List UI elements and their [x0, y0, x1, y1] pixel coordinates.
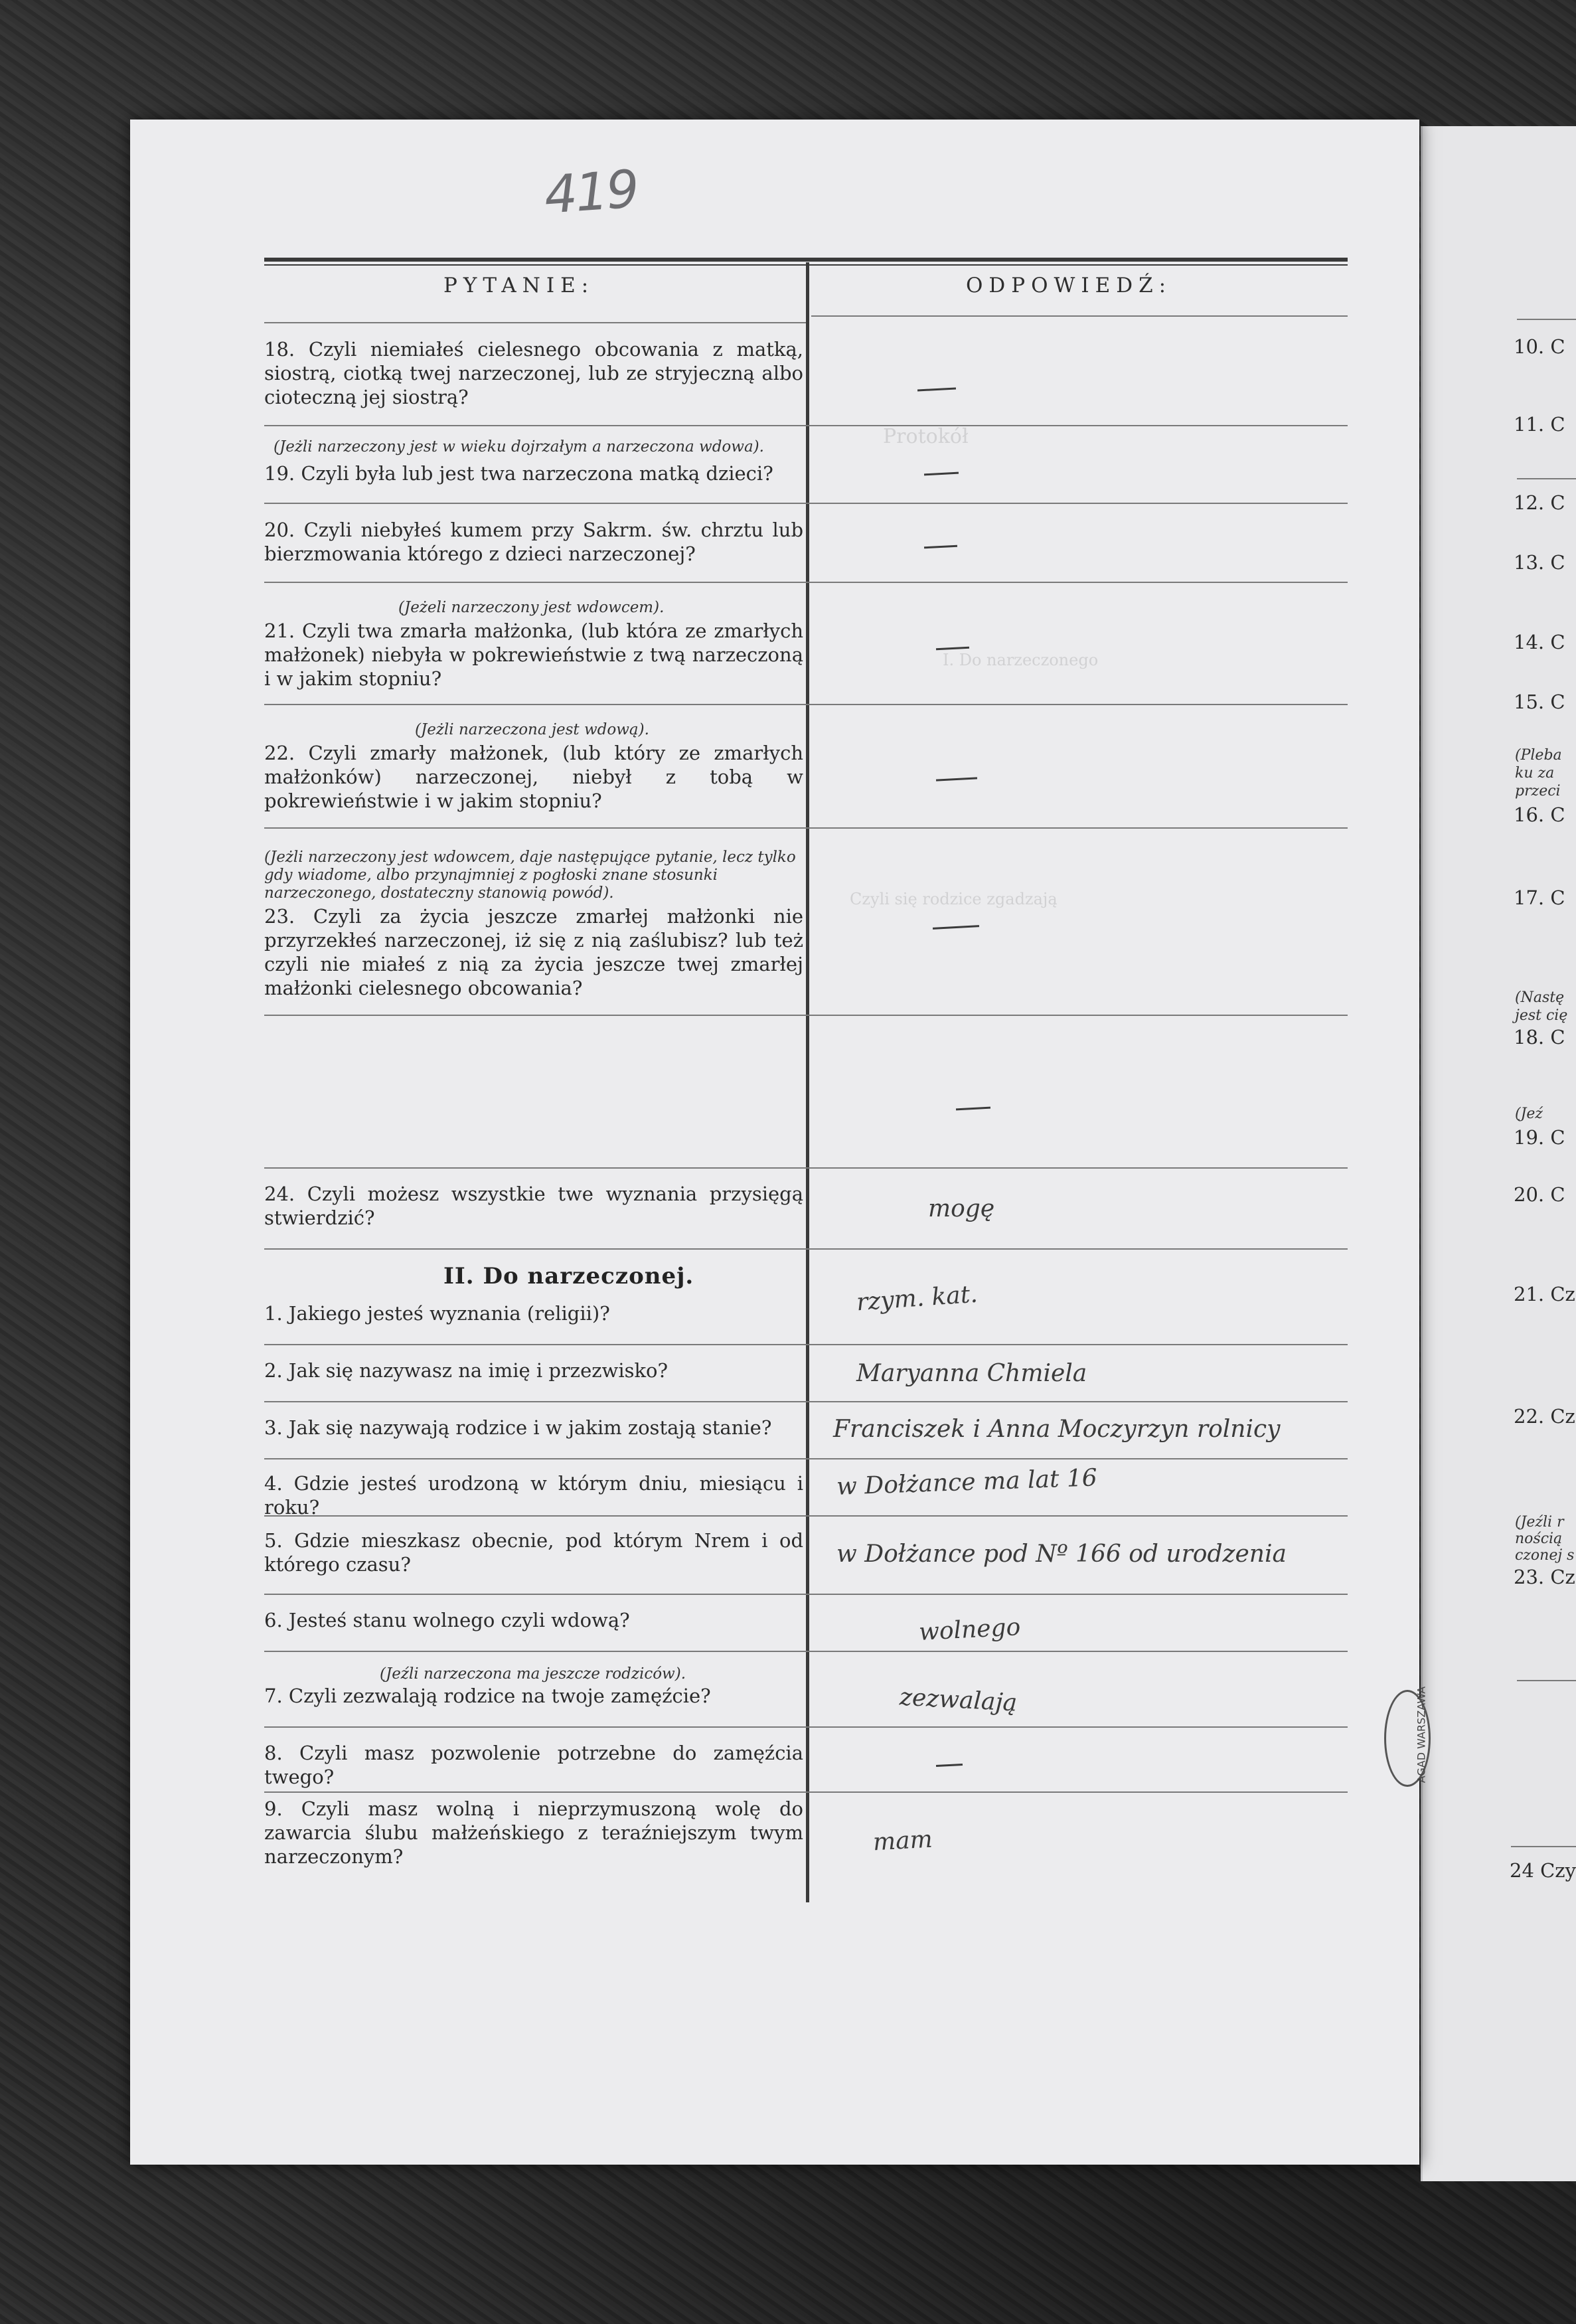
question-row: [264, 904, 803, 1000]
right-page-item: 22. Cz: [1514, 1405, 1575, 1428]
question-text: Czyli niemiałeś cielesnego obcowania z matką, siostrą, ciotką twej narzeczonej, lub ze stryjeczną albo cioteczną jej siostrą?: [264, 338, 804, 408]
row-separator: [264, 1594, 1348, 1595]
question-number: 9.: [264, 1797, 283, 1820]
right-page-item: 21. Cz: [1514, 1283, 1575, 1305]
question-row: [264, 518, 803, 566]
top-double-rule: [264, 258, 1348, 262]
question-row: [264, 619, 803, 691]
header-answer: ODPOWIEDŹ:: [966, 274, 1172, 297]
right-page-item: 20. C: [1514, 1183, 1565, 1206]
right-page-note: (Jeź: [1515, 1106, 1543, 1122]
row-separator: [264, 503, 1348, 504]
column-divider: [806, 262, 809, 1902]
page-number: 419: [542, 159, 639, 226]
question-text: Gdzie mieszkasz obecnie, pod którym Nrem i od którego czasu?: [264, 1529, 804, 1576]
question-number: 4.: [264, 1472, 283, 1495]
right-page-note: jest cię: [1515, 1007, 1568, 1024]
right-page-note: ku za: [1515, 765, 1555, 782]
right-page-note: nością: [1515, 1531, 1563, 1547]
right-page-item: 24 Czy: [1510, 1859, 1576, 1882]
question-number: 2.: [264, 1359, 283, 1382]
question-row: [264, 1797, 803, 1868]
header-underline-right: [811, 315, 1348, 317]
right-page-note: czonej s: [1515, 1547, 1575, 1564]
archive-stamp: [1384, 1686, 1431, 1787]
question-row: [264, 1471, 803, 1519]
question-text: Jak się nazywasz na imię i przezwisko?: [288, 1359, 669, 1382]
question-text: Gdzie jesteś urodzoną w którym dniu, miesiącu i roku?: [264, 1472, 804, 1519]
question-number: 19.: [264, 462, 295, 485]
row-separator: [264, 1726, 1348, 1728]
question-note: (Jeżli narzeczony jest wdowcem, daje następujące pytanie, lecz tylko gdy wiadome, albo przynajmniej z pogłoski znane stosunki narzeczonego, dostateczny stanowią powód).: [264, 849, 796, 902]
answer-handwritten: Franciszek i Anna Moczyrzyn rolnicy: [833, 1416, 1281, 1443]
answer-handwritten: w Dołżance ma lat 16: [836, 1464, 1098, 1501]
row-separator: [264, 1015, 1348, 1016]
answer-handwritten: mam: [872, 1825, 933, 1857]
row-separator: [264, 1167, 1348, 1169]
right-page-item: 15. C: [1514, 691, 1565, 713]
question-row: [264, 1529, 803, 1576]
question-number: 6.: [264, 1609, 283, 1631]
question-text: Czyli za życia jeszcze zmarłej małżonki nie przyrzekłeś narzeczonej, iż się z nią zaślubisz? lub też czyli nie miałeś z nią za życia jeszcze twej zmarłej małżonki cielesnego obcowania?: [264, 905, 804, 999]
question-row: [264, 337, 803, 409]
question-row: [264, 461, 803, 485]
right-page-item: 16. C: [1514, 803, 1565, 826]
question-number: 5.: [264, 1529, 283, 1552]
right-page-item: 19. C: [1514, 1126, 1565, 1149]
row-separator: [264, 425, 1348, 426]
row-separator: [264, 1791, 1348, 1793]
question-row: [264, 741, 803, 813]
question-text: Jesteś stanu wolnego czyli wdową?: [288, 1609, 630, 1631]
question-row: [264, 1301, 803, 1325]
question-text: Czyli była lub jest twa narzeczona matką dzieci?: [301, 462, 773, 485]
question-number: 8.: [264, 1742, 283, 1764]
row-separator: [264, 1248, 1348, 1250]
right-page-note: (Nastę: [1515, 989, 1565, 1006]
row-separator: [264, 827, 1348, 829]
right-page-item: 11. C: [1514, 413, 1565, 436]
question-number: 7.: [264, 1685, 283, 1707]
question-number: 3.: [264, 1416, 283, 1439]
question-text: Czyli masz pozwolenie potrzebne do zamęźcia twego?: [264, 1742, 803, 1788]
question-row: [264, 1416, 803, 1440]
question-number: 1.: [264, 1302, 283, 1325]
question-number: 22.: [264, 742, 295, 764]
row-separator: [264, 1344, 1348, 1345]
right-page-note: (Jeźli r: [1515, 1514, 1564, 1531]
right-page-item: 18. C: [1514, 1026, 1565, 1048]
question-note: (Jeżeli narzeczony jest wdowcem).: [398, 599, 665, 616]
answer-handwritten: Maryanna Chmiela: [856, 1360, 1087, 1387]
answer-handwritten: mogę: [928, 1195, 995, 1222]
row-separator: [264, 1401, 1348, 1402]
question-number: 20.: [264, 519, 295, 541]
right-page-note: przeci: [1515, 783, 1561, 799]
question-row: [264, 1359, 803, 1382]
question-number: 21.: [264, 620, 295, 642]
question-note: (Jeżli narzeczony jest w wieku dojrzałym a narzeczona wdowa).: [274, 438, 764, 456]
question-row: [264, 1741, 803, 1789]
answer-handwritten: w Dołżance pod Nº 166 od urodzenia: [836, 1540, 1287, 1568]
answer-handwritten: rzym. kat.: [855, 1280, 979, 1317]
row-separator: [264, 704, 1348, 705]
question-note: (Jeźli narzeczona ma jeszcze rodziców).: [380, 1665, 686, 1683]
question-text: Jak się nazywają rodzice i w jakim zostają stanie?: [288, 1416, 772, 1439]
question-row: [264, 1684, 803, 1708]
question-row: [264, 1608, 803, 1632]
answer-handwritten: wolnego: [918, 1614, 1022, 1646]
question-text: Czyli zmarły małżonek, (lub który ze zmarłych małżonków) narzeczonej, niebył z tobą w pokrewieństwie i w jakim stopniu?: [264, 742, 804, 812]
question-note: (Jeżli narzeczona jest wdową).: [415, 721, 649, 738]
question-text: Czyli twa zmarła małżonka, (lub która ze zmarłych małżonek) niebyła w pokrewieństwie z twą narzeczoną i w jakim stopniu?: [264, 620, 804, 690]
header-question: PYTANIE:: [443, 274, 595, 297]
header-underline-left: [264, 322, 809, 323]
question-text: Czyli masz wolną i nieprzymuszoną wolę do zawarcia ślubu małżeńskiego z teraźniejszym twym narzeczonym?: [264, 1797, 804, 1868]
question-number: 18.: [264, 338, 295, 361]
question-row: [264, 1182, 803, 1230]
right-page-item: 12. C: [1514, 491, 1565, 514]
right-page-rule: [1517, 1680, 1576, 1681]
question-text: Czyli możesz wszystkie twe wyznania przysięgą stwierdzić?: [264, 1183, 804, 1229]
right-page-note: (Pleba: [1515, 747, 1562, 764]
right-page-item: 23. Cz: [1514, 1566, 1575, 1588]
right-page-item: 17. C: [1514, 886, 1565, 909]
stamp-text: AGAD WARSZAWA: [1415, 1686, 1428, 1784]
right-page-rule: [1517, 478, 1576, 479]
row-separator: [264, 582, 1348, 583]
question-text: Czyli zezwalają rodzice na twoje zamęźcie?: [288, 1685, 711, 1707]
right-page-item: 14. C: [1514, 631, 1565, 653]
question-number: 23.: [264, 905, 295, 928]
question-number: 24.: [264, 1183, 295, 1205]
row-separator: [264, 1651, 1348, 1652]
answer-handwritten: zezwalają: [899, 1683, 1018, 1717]
question-text: Jakiego jesteś wyznania (religii)?: [288, 1302, 610, 1325]
question-text: Czyli niebyłeś kumem przy Sakrm. św. chrztu lub bierzmowania którego z dzieci narzeczonej?: [264, 519, 804, 565]
right-page-rule: [1517, 319, 1576, 320]
row-separator: [264, 1458, 1348, 1459]
right-page-rule: [1511, 1846, 1576, 1847]
section-title: II. Do narzeczonej.: [443, 1263, 694, 1289]
right-page-item: 10. C: [1514, 335, 1565, 358]
right-page-item: 13. C: [1514, 551, 1565, 574]
